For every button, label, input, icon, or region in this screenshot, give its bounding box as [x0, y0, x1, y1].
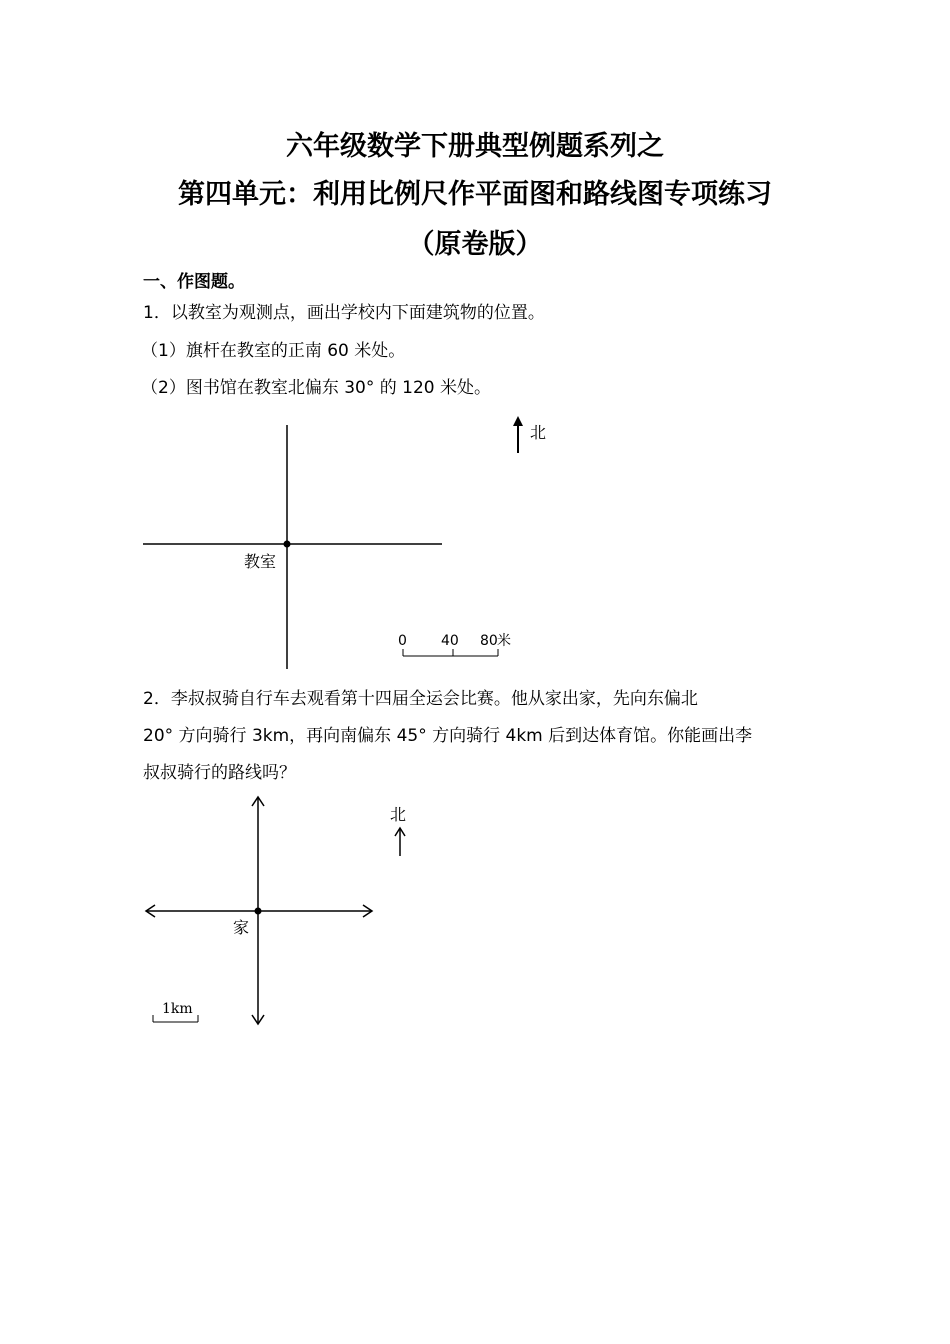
q1-scale-tick-80: 80: [480, 633, 498, 649]
q1-stem: 1．以教室为观测点，画出学校内下面建筑物的位置。: [143, 303, 545, 323]
title-line-2: 第四单元：利用比例尺作平面图和路线图专项练习: [178, 179, 772, 210]
title-line-1: 六年级数学下册典型例题系列之: [286, 131, 664, 162]
q1-figure: [0, 400, 950, 680]
q1-scale-bar: [403, 649, 498, 656]
q2-line-2: 20° 方向骑行 3km，再向南偏东 45° 方向骑行 4km 后到达体育馆。你能画出李: [143, 726, 753, 746]
q2-north-arrow: [395, 828, 405, 856]
q2-line-1: 2．李叔叔骑自行车去观看第十四届全运会比赛。他从家出家，先向东偏北: [143, 689, 698, 709]
q1-origin-point: [284, 541, 291, 548]
q1-scale-tick-40: 40: [441, 633, 459, 649]
q2-scale-label: 1km: [162, 1001, 193, 1017]
q1-north-arrow: [513, 416, 523, 453]
q1-part1: （1）旗杆在教室的正南 60 米处。: [141, 341, 406, 361]
q1-origin-label: 教室: [244, 552, 277, 571]
q2-north-label: 北: [390, 805, 407, 824]
q2-line-3: 叔叔骑行的路线吗？: [143, 763, 296, 783]
title-line-3: （原卷版）: [407, 229, 543, 260]
q2-figure: [0, 790, 950, 1040]
q1-scale-unit: 米: [497, 633, 511, 649]
q1-scale-tick-0: 0: [398, 633, 407, 649]
q1-north-label: 北: [530, 423, 547, 442]
q2-origin-label: 家: [233, 918, 250, 937]
q2-origin-point: [255, 908, 262, 915]
q1-part2: （2）图书馆在教室北偏东 30° 的 120 米处。: [141, 378, 492, 398]
section-heading: 一、作图题。: [143, 272, 245, 292]
